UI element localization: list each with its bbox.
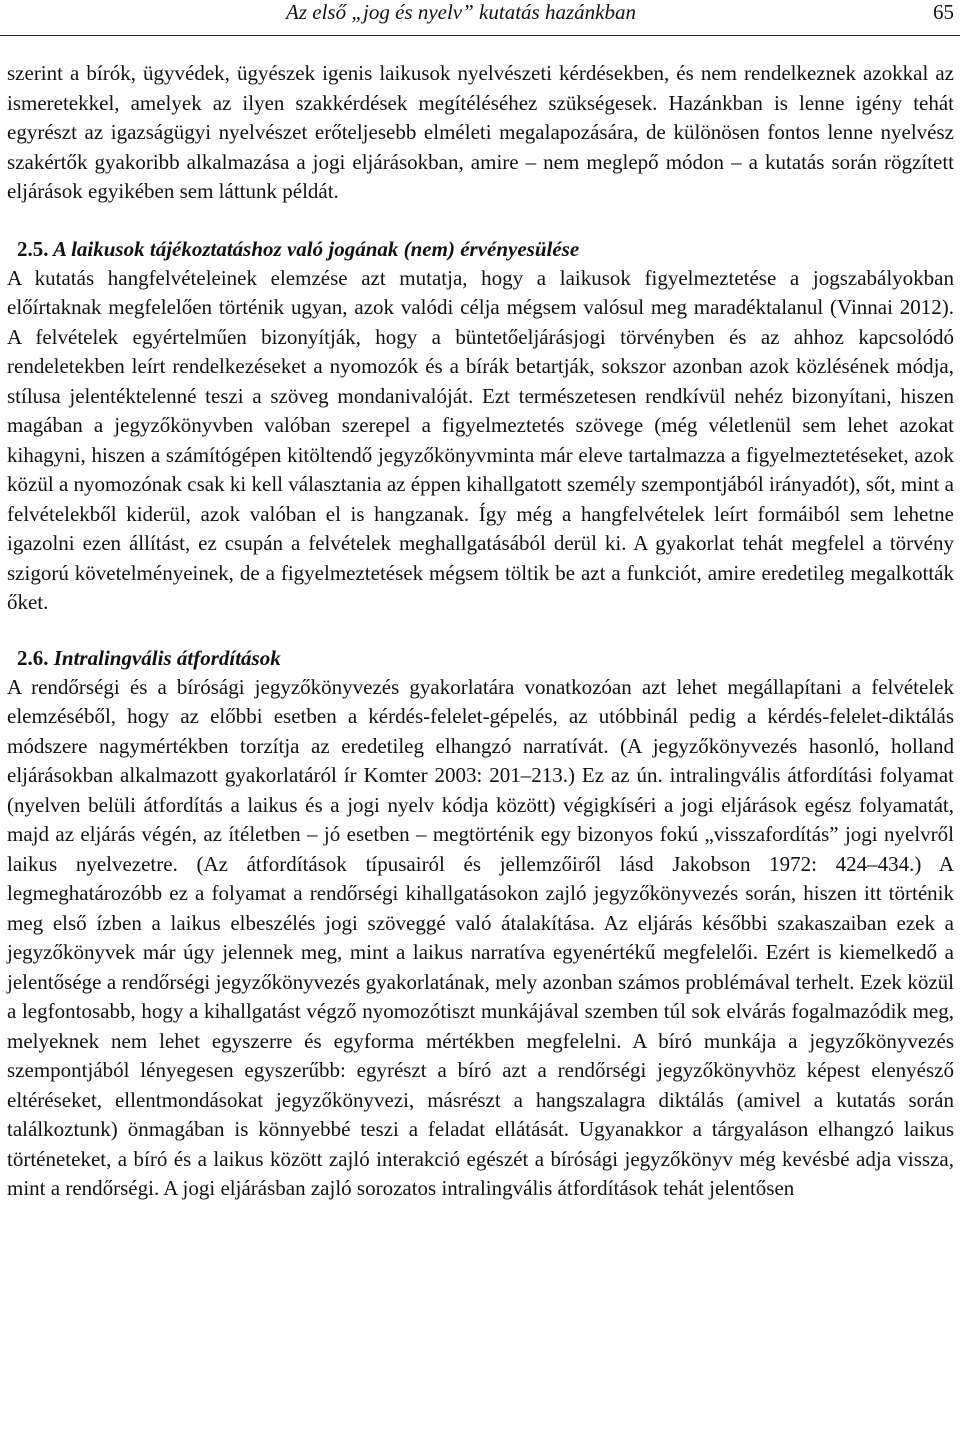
section-title: A laikusok tájékoztatáshoz való jogának (nem) érvényesülése xyxy=(52,236,580,261)
section-2-6-paragraph: A rendőrségi és a bírósági jegyzőkönyvezés gyakorlatára vonatkozóan azt lehet megállapítani a felvételek elemzéséből, hogy az előbbi esetben a kérdés-felelet-gépelés, az utóbbinál pedig a kérdés-felelet-diktálás módszere nagymértékben torzítja az eredetileg elhangzó narratívát. (A jegyzőkönyvezés hasonló, holland eljárásokban alkalmazott gyakorlatáról ír Komter 2003: 201–213.) Ez az ún. intralingvális átfordítási folyamat (nyelven belüli átfordítás a laikus és a jogi nyelv kódja között) végigkíséri a jogi eljárások egész folyamatát, majd az eljárás végén, az ítéletben – jó esetben – megtörténik egy bizonyos fokú „visszafordítás” jogi nyelvről laikus nyelvezetre. (Az átfordítások típusairól és jellemzőiről lásd Jakobson 1972: 424–434.) A legmeghatározóbb ez a folyamat a rendőrségi kihallgatásokon zajló jegyzőkönyvezés során, hiszen itt történik meg első ízben a laikus elbeszélés jogi szöveggé való átalakítása. Az eljárás későbbi szakaszaiban ezek a jegyzőkönyvek már úgy jelennek meg, mint a laikus narratíva egyenértékű megfelelői. Ezért is kiemelkedő a jelentősége a rendőrségi jegyzőkönyvezés gyakorlatának, mely azonban számos problémával terhelt. Ezek közül a legfontosabb, hogy a kihallgatást végző nyomozótiszt munkájával szemben túl sok elvárás fogalmazódik meg, melyeknek nem lehet egyszerre és egyforma mértékben megfelelni. A bíró munkája a jegyzőkönyvezés szempontjából lényegesen egyszerűbb: egyrészt a bíró azt a rendőrségi jegyzőkönyvhöz képest elenyésző eltéréseket, ellentmondásokat jegyzőkönyvezi, másrészt a hangszalagra diktálás (amivel a kutatás során találkoztunk) önmagában is könnyebbé teszi a feladat ellátását. Ugyanakkor a tárgyaláson elhangzó laikus történeteket, a bíró és a laikus között zajló interakció egészét a bírósági jegyzőkönyv még kevésbé adja vissza, mint a rendőrségi. A jogi eljárásban zajló sorozatos intralingvális átfordítások tehát jelentősen xyxy=(7,674,954,1200)
page-number: 65 xyxy=(933,0,954,24)
section-heading-2-6 xyxy=(7,643,954,673)
running-title: Az első „jog és nyelv” kutatás hazánkban xyxy=(286,0,636,24)
spacer xyxy=(7,207,954,234)
section-title: Intralingvális átfordítások xyxy=(53,645,281,670)
spacer xyxy=(7,618,954,643)
page-body xyxy=(7,59,954,1204)
section-number: 2.6. xyxy=(17,645,49,670)
header-rule xyxy=(0,35,960,36)
section-number: 2.5. xyxy=(17,236,49,261)
intro-paragraph: szerint a bírók, ügyvédek, ügyészek igenis laikusok nyelvészeti kérdésekben, és nem rendelkeznek azokkal az ismeretekkel, amelyek az ilyen szakkérdések megítéléséhez szükségesek. Hazánkban is lenne igény tehát egyrészt az igazságügyi nyelvészet erőteljesebb elméleti megalapozására, de különösen fontos lenne nyelvész szakértők gyakoribb alkalmazása a jogi eljárásokban, amire – nem meglepő módon – a kutatás során rögzített eljárások egyikében sem láttunk példát. xyxy=(7,61,954,203)
section-heading-2-5 xyxy=(7,234,954,264)
page-header xyxy=(0,0,960,36)
section-2-5-paragraph: A kutatás hangfelvételeinek elemzése azt mutatja, hogy a laikusok figyelmeztetése a jogszabályokban előírtaknak megfelelően történik ugyan, azok valódi célja mégsem valósul meg maradéktalanul (Vinnai 2012). A felvételek egyértelműen bizonyítják, hogy a büntetőeljárásjogi törvényben és az ahhoz kapcsolódó rendeletekben leírt rendelkezéseket a nyomozók és a bírák betartják, sokszor azonban azok közlésének módja, stílusa jelentéktelenné teszi a szöveg mondanivalóját. Ezt természetesen rendkívül nehéz bizonyítani, hiszen magában a jegyzőkönyvben valóban szerepel a figyelmeztetés szövege (még véletlenül sem lehet azokat kihagyni, hiszen a számítógépen kitöltendő jegyzőkönyvminta már eleve tartalmazza a figyelmeztetéseket, azok közül a nyomozónak csak ki kell választania az éppen kihallgatott személy szempontjából irányadót), sőt, mint a felvételekből kiderül, azok valóban el is hangzanak. Így még a hangfelvételek leírt formáiból sem lehetne igazolni ezen állítást, ez csupán a felvételek meghallgatásából derül ki. A gyakorlat tehát megfelel a törvény szigorú követelményeinek, de a figyelmeztetések mégsem töltik be azt a funkciót, amire eredetileg megalkották őket. xyxy=(7,265,954,614)
